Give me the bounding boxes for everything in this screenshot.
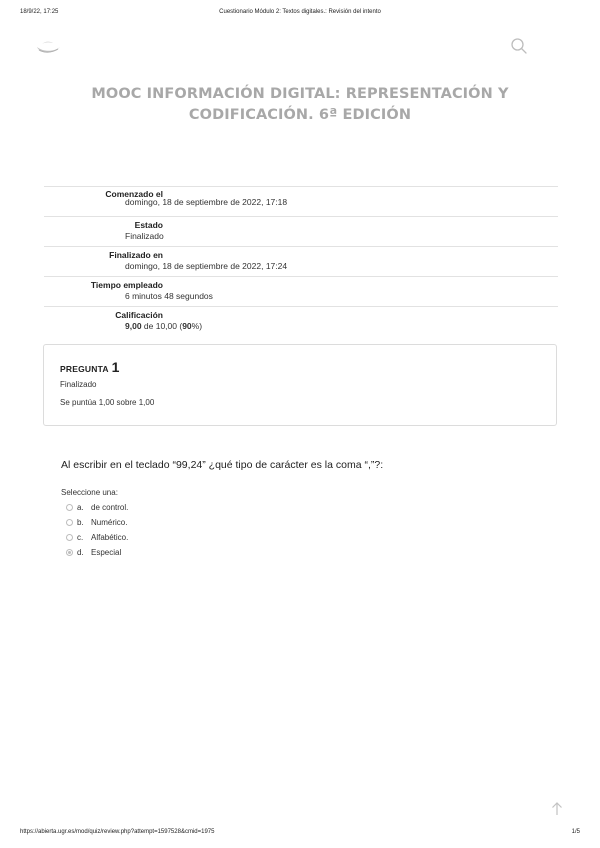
answer-letter: b.	[77, 518, 84, 527]
question-label: PREGUNTA	[60, 364, 109, 374]
started-value: domingo, 18 de septiembre de 2022, 17:18	[125, 197, 288, 207]
answer-letter: d.	[77, 548, 84, 557]
summary-row-time	[44, 277, 558, 307]
answer-text: de control.	[91, 503, 129, 512]
answer-prompt: Seleccione una:	[61, 488, 118, 497]
answer-letter: c.	[77, 533, 84, 542]
answer-text: Numérico.	[91, 518, 128, 527]
answer-text: Especial	[91, 548, 122, 557]
print-page-number: 1/5	[571, 829, 580, 835]
grade-value	[125, 321, 202, 331]
search-icon[interactable]	[510, 37, 528, 55]
summary-row-state	[44, 217, 558, 247]
print-footer	[0, 829, 600, 841]
answer-letter: a.	[77, 503, 84, 512]
question-heading	[60, 359, 119, 377]
grade-percent: 90	[182, 321, 192, 331]
print-page-title: Cuestionario Módulo 2: Textos digitales.: Revisión del intento	[219, 9, 381, 15]
question-info-box	[43, 344, 557, 426]
grade-of: de 10,00 (	[141, 321, 183, 331]
grade-score: 9,00	[125, 321, 142, 331]
time-label: Tiempo empleado	[90, 280, 163, 290]
started-label: Comenzado el	[105, 189, 163, 199]
grade-close: %)	[191, 321, 203, 331]
summary-row-grade	[44, 307, 558, 337]
state-value: Finalizado	[125, 231, 164, 241]
question-state: Finalizado	[60, 380, 97, 389]
summary-row-started	[44, 186, 558, 217]
time-value: 6 minutos 48 segundos	[125, 291, 213, 301]
state-label: Estado	[134, 220, 163, 230]
question-grade: Se puntúa 1,00 sobre 1,00	[60, 398, 155, 407]
question-text: Al escribir en el teclado “99,24” ¿qué tipo de carácter es la coma “,”?:	[61, 459, 384, 471]
question-number: 1	[111, 359, 120, 375]
grade-label: Calificación	[115, 310, 163, 320]
arrow-up-icon[interactable]	[550, 801, 564, 817]
finished-label: Finalizado en	[109, 250, 163, 260]
radio-button[interactable]	[66, 504, 73, 511]
print-url: https://abierta.ugr.es/mod/quiz/review.php?attempt=1597528&cmid=1975	[20, 829, 215, 835]
radio-button[interactable]	[66, 519, 73, 526]
radio-button[interactable]	[66, 534, 73, 541]
attempt-summary-table	[44, 186, 558, 337]
summary-row-finished	[44, 247, 558, 277]
radio-button[interactable]	[66, 549, 73, 556]
logo-swoosh-icon[interactable]	[34, 38, 62, 58]
finished-value: domingo, 18 de septiembre de 2022, 17:24	[125, 261, 288, 271]
print-header	[0, 9, 600, 21]
course-title: MOOC INFORMACIÓN DIGITAL: REPRESENTACIÓN Y CODIFICACIÓN. 6ª EDICIÓN	[91, 86, 509, 123]
print-date: 18/9/22, 17:25	[20, 9, 59, 15]
answer-text: Alfabético.	[91, 533, 129, 542]
